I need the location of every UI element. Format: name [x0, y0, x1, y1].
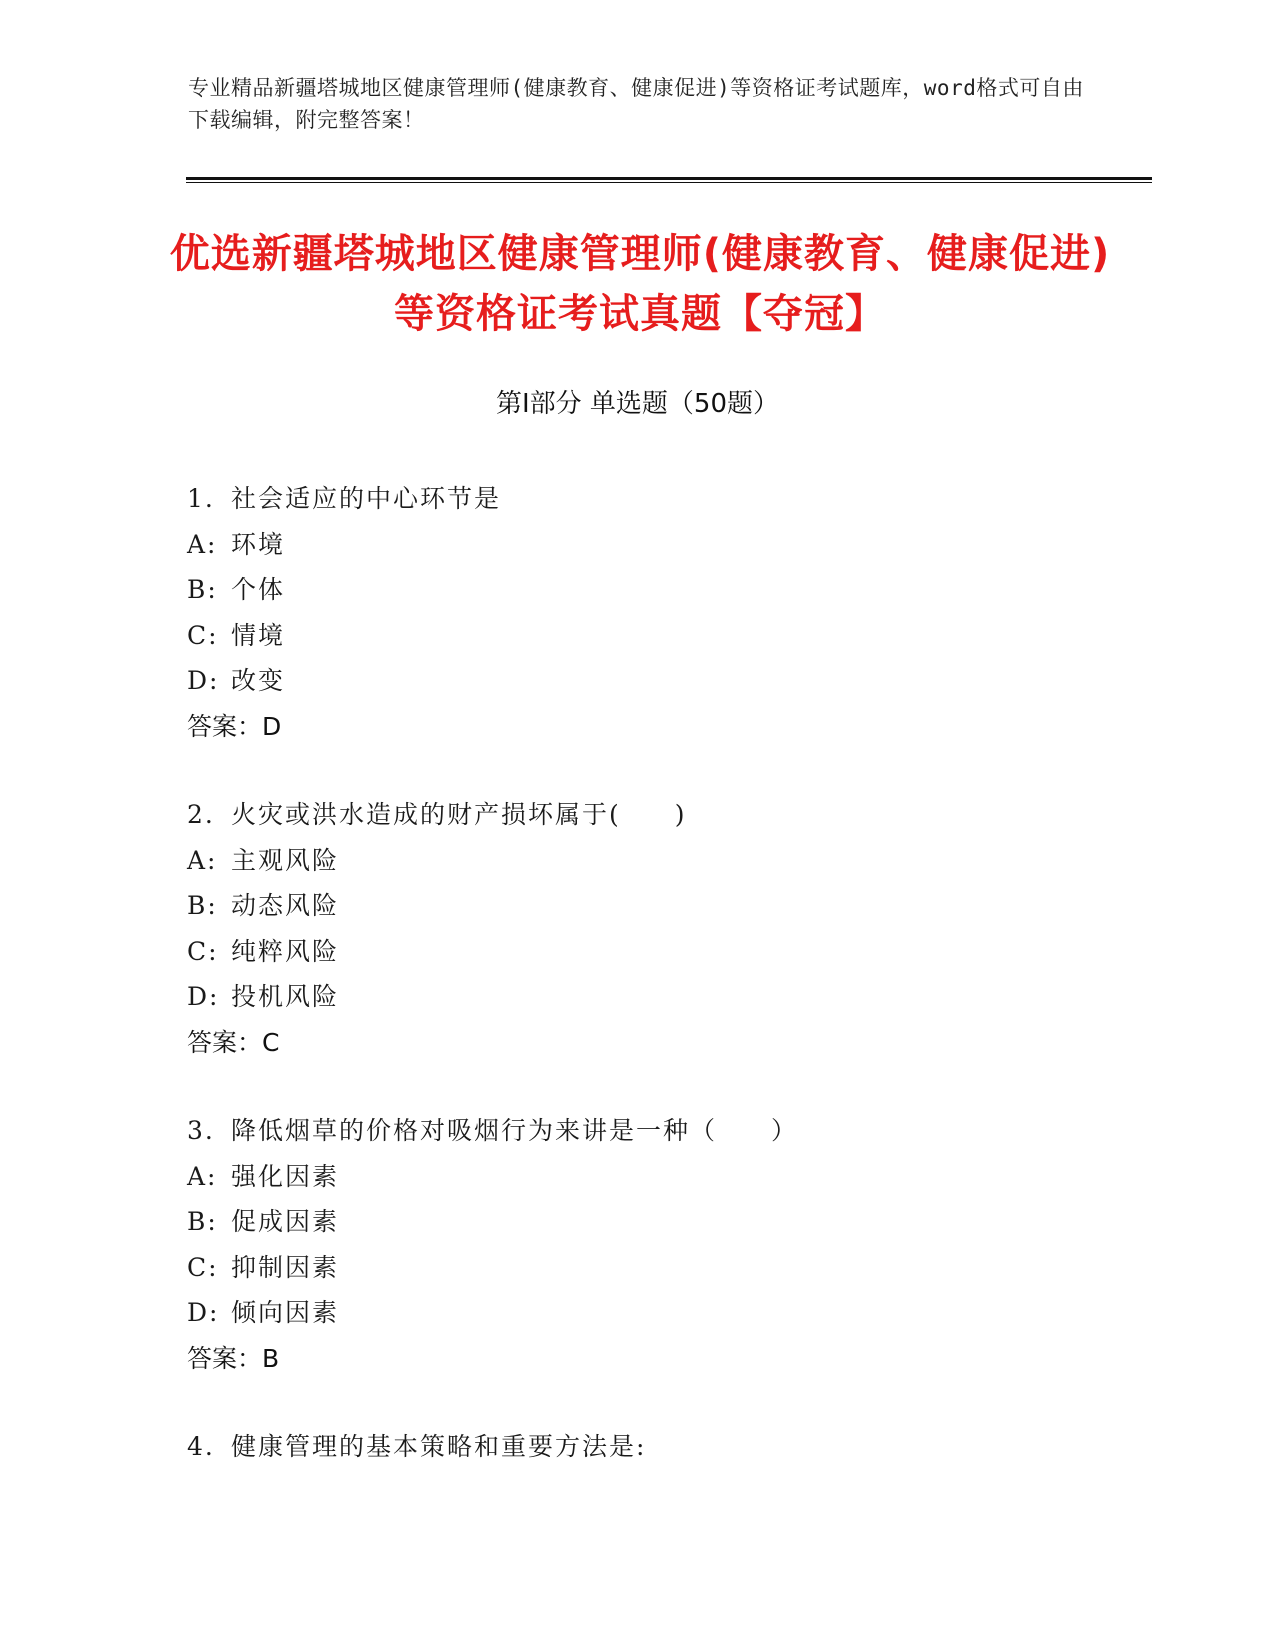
- section-title: 第Ⅰ部分 单选题（50题）: [495, 389, 780, 419]
- option-a: [187, 838, 1147, 884]
- option-text: 纯粹风险: [231, 936, 340, 966]
- option-text: 改变: [231, 666, 286, 695]
- option-text: 动态风险: [231, 891, 340, 920]
- question-4: [187, 1424, 1147, 1470]
- option-key: D:: [187, 666, 220, 695]
- option-d: [187, 658, 1147, 704]
- question-list: [187, 476, 1147, 1513]
- answer: [187, 704, 1147, 750]
- option-text: 强化因素: [231, 1161, 340, 1191]
- answer-label: 答案：: [187, 1027, 263, 1057]
- option-text: 促成因素: [231, 1207, 340, 1236]
- question-1: [187, 476, 1147, 749]
- option-key: D:: [187, 1298, 220, 1327]
- option-b: [187, 567, 1147, 613]
- option-key: A:: [187, 1161, 218, 1191]
- question-text: 火灾或洪水造成的财产损坏属于( ): [231, 800, 687, 829]
- option-text: 环境: [231, 529, 286, 559]
- header-note: 专业精品新疆塔城地区健康管理师(健康教育、健康促进)等资格证考试题库，word格式可自由下载编辑，附完整答案！: [188, 76, 1084, 132]
- option-c: [187, 1245, 1147, 1291]
- header-rule-thick: [186, 177, 1152, 180]
- option-key: C:: [187, 620, 219, 650]
- question-2: [187, 792, 1147, 1065]
- option-key: A:: [187, 529, 218, 559]
- question-number: 2.: [187, 800, 215, 829]
- question-3: [187, 1108, 1147, 1381]
- option-b: [187, 1199, 1147, 1245]
- option-d: [187, 1290, 1147, 1336]
- answer-value: D: [262, 711, 282, 741]
- option-text: 情境: [231, 620, 286, 650]
- option-key: C:: [187, 1252, 219, 1282]
- question-number: 3.: [187, 1116, 215, 1145]
- option-c: [187, 613, 1147, 659]
- header-rule-thin: [186, 182, 1152, 183]
- option-c: [187, 929, 1147, 975]
- document-title: 优选新疆塔城地区健康管理师(健康教育、健康促进)等资格证考试真题【夺冠】: [169, 231, 1111, 337]
- option-key: C:: [187, 936, 219, 966]
- option-text: 个体: [231, 575, 286, 604]
- answer-value: C: [262, 1027, 280, 1057]
- question-stem: [187, 476, 1147, 522]
- question-text: 健康管理的基本策略和重要方法是:: [231, 1432, 647, 1461]
- option-text: 倾向因素: [231, 1298, 340, 1327]
- question-text: 社会适应的中心环节是: [231, 484, 502, 513]
- question-text: 降低烟草的价格对吸烟行为来讲是一种（ ）: [231, 1116, 799, 1145]
- option-a: [187, 1154, 1147, 1200]
- question-stem: [187, 1108, 1147, 1154]
- answer-value: B: [262, 1343, 280, 1373]
- option-key: B:: [187, 1207, 218, 1236]
- option-a: [187, 522, 1147, 568]
- option-text: 投机风险: [231, 982, 340, 1011]
- option-key: D:: [187, 982, 220, 1011]
- answer: [187, 1336, 1147, 1382]
- option-key: A:: [187, 845, 218, 875]
- answer-label: 答案：: [187, 1343, 263, 1373]
- option-key: B:: [187, 575, 218, 604]
- option-key: B:: [187, 891, 218, 920]
- question-number: 4.: [187, 1432, 215, 1461]
- answer-label: 答案：: [187, 711, 263, 741]
- question-stem: [187, 1424, 1147, 1470]
- option-b: [187, 883, 1147, 929]
- question-stem: [187, 792, 1147, 838]
- option-text: 抑制因素: [231, 1252, 340, 1282]
- answer: [187, 1020, 1147, 1066]
- option-text: 主观风险: [231, 845, 340, 875]
- option-d: [187, 974, 1147, 1020]
- question-number: 1.: [187, 484, 215, 513]
